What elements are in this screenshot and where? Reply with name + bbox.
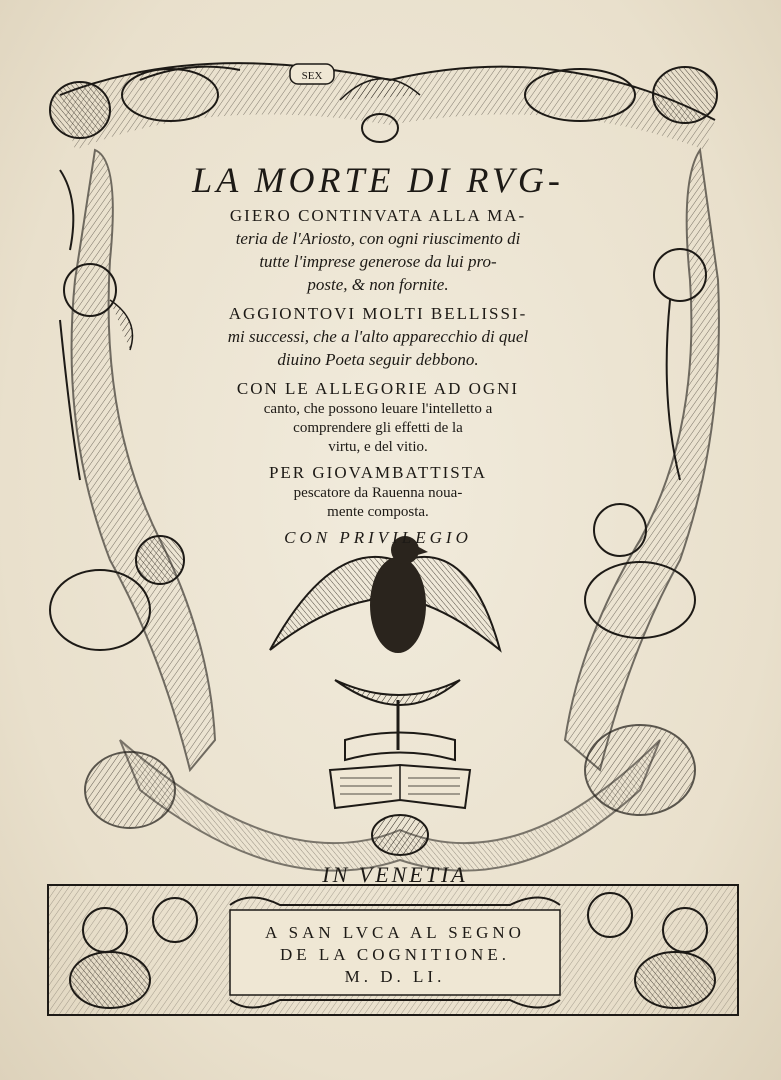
author-block	[118, 461, 638, 522]
author-line: mente composta.	[327, 504, 429, 520]
top-frieze	[50, 63, 717, 150]
title-line: CON LE ALLEGORIE AD OGNI	[236, 379, 520, 398]
title-line: comprendere gli effetti de la	[293, 420, 463, 436]
title-line: GIERO CONTINVATA ALLA MA-	[229, 206, 527, 225]
title-paragraph-3	[118, 377, 638, 457]
imprint	[230, 862, 560, 988]
title-line: AGGIONTOVI MOLTI BELLISSI-	[228, 304, 528, 323]
title-paragraph-2	[118, 302, 638, 371]
title-paragraph-1	[118, 204, 638, 296]
banner-text: SEX	[301, 70, 323, 82]
main-title: LA MORTE DI RVG-	[192, 160, 564, 200]
title-block	[118, 158, 638, 565]
imprint-line: DE LA COGNITIONE.	[280, 945, 510, 964]
title-line: tutte l'imprese generose da lui pro-	[259, 252, 497, 271]
title-line: virtu, e del vitio.	[328, 439, 428, 455]
imprint-date: M. D. LI.	[344, 967, 446, 986]
imprint-city: IN VENETIA	[322, 862, 468, 887]
eagle-device	[270, 536, 500, 808]
author-line: pescatore da Rauenna noua-	[293, 485, 463, 501]
privilegio: CON PRIVILEGIO	[284, 528, 472, 547]
title-line: poste, & non fornite.	[307, 275, 449, 294]
title-line: diuino Poeta seguir debbono.	[277, 350, 479, 369]
title-line: mi successi, che a l'alto apparecchio di quel	[227, 327, 529, 346]
author-name: PER GIOVAMBATTISTA	[268, 463, 488, 482]
lower-swag	[120, 740, 660, 871]
title-line: canto, che possono leuare l'intelletto a	[263, 401, 493, 417]
imprint-line: A SAN LVCA AL SEGNO	[265, 923, 525, 942]
title-line: teria de l'Ariosto, con ogni riuscimento di	[235, 229, 521, 248]
